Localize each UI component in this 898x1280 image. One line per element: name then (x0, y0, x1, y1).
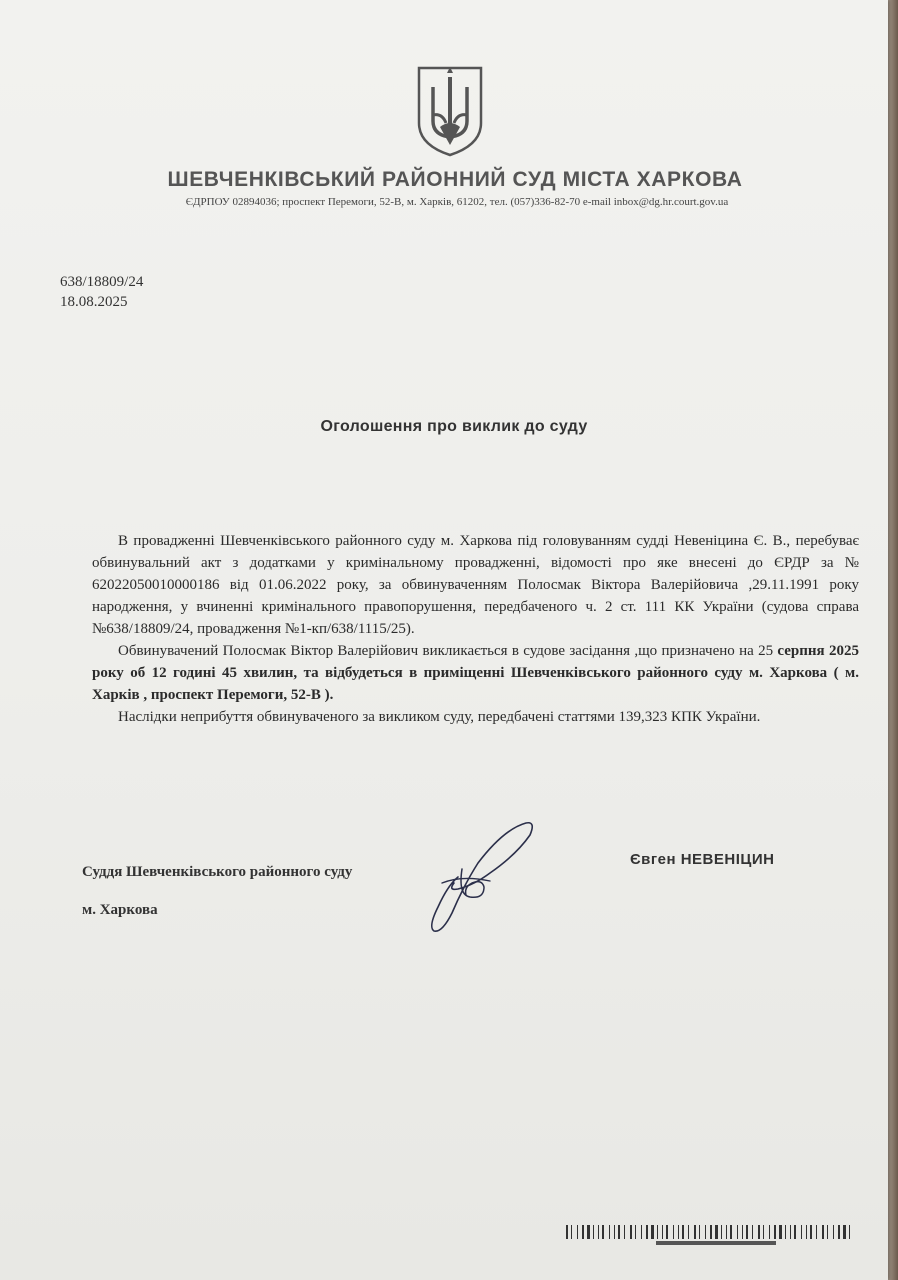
summons-datetime-location: серпня 2025 року об 12 годині 45 хвилин, та відбудеться в приміщенні Шевченківського районного суду м. Харкова ( м. Харків , проспект Перемоги, 52-В ). (92, 643, 859, 703)
trident-coat-of-arms-icon (416, 65, 484, 157)
document-body (92, 530, 859, 728)
judge-position (82, 853, 352, 929)
court-name: ШЕВЧЕНКІВСЬКИЙ РАЙОННИЙ СУД МІСТА ХАРКОВА (167, 168, 743, 191)
judge-position-line1: Суддя Шевченківського районного суду (82, 864, 353, 880)
judge-position-line2: м. Харкова (82, 902, 158, 918)
paragraph-proceedings: В провадженні Шевченківського районного суду м. Харкова під головуванням судді Невеніцина Є. В., перебуває обвинувальний акт з додатками у кримінальному провадженні, відомості про яке внесені до ЄРДР за № 62022050010000186 від 01.06.2022 року, за обвинуваченням Полосмак Віктора Валерійовича ,29.11.1991 року народження, у вчиненні кримінального правопорушення, передбаченого ч. 2 ст. 111 КК України (судова справа №638/18809/24, провадження №1-кп/638/1115/25). (92, 533, 859, 637)
document-meta (60, 272, 143, 312)
handwritten-signature (418, 815, 542, 935)
case-number: 638/18809/24 (60, 274, 144, 290)
document-title: Оголошення про виклик до суду (320, 418, 588, 435)
court-contact-info: ЄДРПОУ 02894036; проспект Перемоги, 52-В, м. Харків, 61202, тел. (057)336-82-70 e-mail inbox@dg.hr.court.gov.ua (185, 196, 729, 208)
summons-lead-text: Обвинувачений Полосмак Віктор Валерійович викликається в судове засідання ,що призначено на 25 (118, 643, 778, 659)
document-date: 18.08.2025 (60, 294, 128, 310)
barcode-icon (566, 1225, 856, 1247)
paragraph-summons (92, 640, 859, 706)
paragraph-consequences: Наслідки неприбуття обвинуваченого за викликом суду, передбачені статтями 139,323 КПК України. (118, 709, 761, 725)
judge-name: Євген НЕВЕНІЦИН (630, 851, 775, 868)
